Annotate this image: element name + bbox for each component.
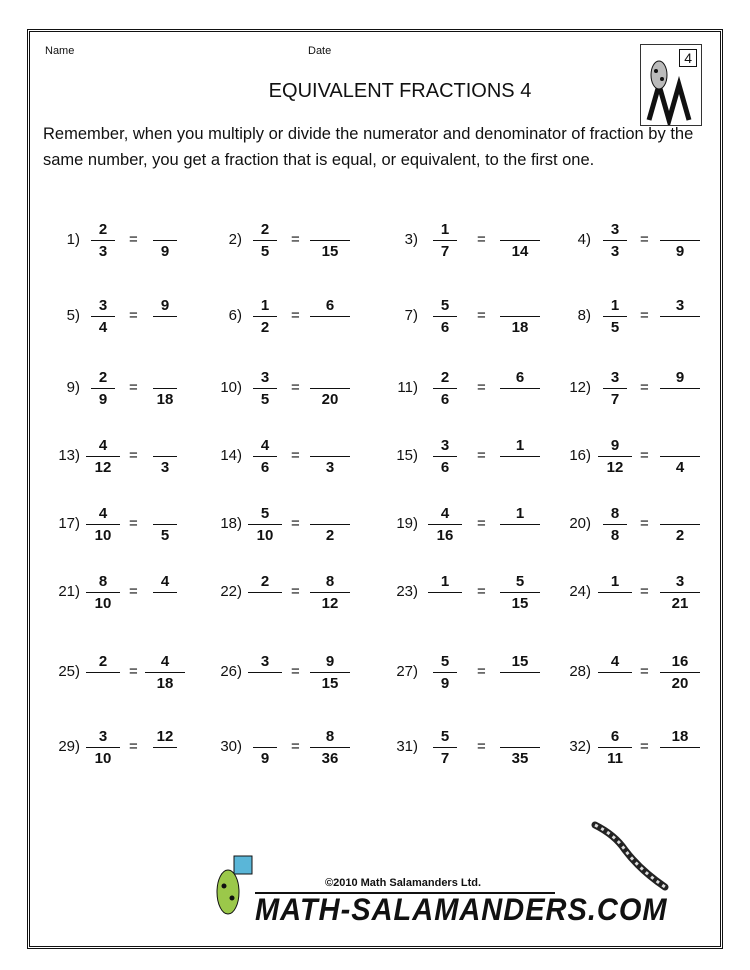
problem-number: 13) [58, 447, 80, 464]
numerator: 3 [260, 369, 270, 386]
equals-sign: = [129, 663, 138, 680]
equals-sign: = [477, 379, 486, 396]
numerator: 3 [440, 437, 450, 454]
equals-sign: = [640, 447, 649, 464]
equivalent-fraction [660, 652, 700, 693]
denominator: 9 [98, 391, 108, 408]
denominator: 9 [260, 750, 270, 767]
denominator: 3 [160, 459, 170, 476]
denominator: 10 [94, 750, 112, 767]
denominator: 8 [610, 527, 620, 544]
equivalent-fraction [153, 368, 177, 409]
numerator: 1 [515, 505, 525, 522]
problem-number: 29) [58, 738, 80, 755]
problem-number: 30) [220, 738, 242, 755]
denominator: 12 [321, 595, 339, 612]
equals-sign: = [477, 231, 486, 248]
numerator: 9 [325, 653, 335, 670]
given-fraction [598, 436, 632, 477]
denominator[interactable] [598, 673, 632, 693]
equals-sign: = [477, 447, 486, 464]
equals-sign: = [477, 515, 486, 532]
given-fraction [248, 504, 282, 545]
denominator: 15 [321, 675, 339, 692]
given-fraction [86, 652, 120, 693]
problem-number: 8) [577, 307, 591, 324]
numerator: 1 [610, 573, 620, 590]
equals-sign: = [129, 307, 138, 324]
denominator: 10 [94, 595, 112, 612]
numerator: 9 [160, 297, 170, 314]
denominator[interactable] [598, 593, 632, 613]
denominator[interactable] [500, 457, 540, 477]
denominator: 18 [511, 319, 529, 336]
denominator: 18 [156, 391, 174, 408]
equivalent-fraction [660, 220, 700, 261]
denominator: 15 [321, 243, 339, 260]
given-fraction [598, 652, 632, 693]
denominator: 3 [98, 243, 108, 260]
given-fraction [598, 727, 632, 768]
numerator[interactable] [310, 368, 350, 388]
problem-number: 4) [577, 231, 591, 248]
numerator: 3 [98, 728, 108, 745]
equals-sign: = [129, 515, 138, 532]
numerator: 5 [440, 728, 450, 745]
numerator: 9 [675, 369, 685, 386]
problem-number: 9) [66, 379, 80, 396]
equals-sign: = [129, 231, 138, 248]
numerator[interactable] [310, 504, 350, 524]
denominator: 12 [94, 459, 112, 476]
salamander-logo [640, 44, 702, 126]
given-fraction [86, 504, 120, 545]
problem-number: 16) [569, 447, 591, 464]
equals-sign: = [477, 738, 486, 755]
denominator[interactable] [153, 317, 177, 337]
problem-number: 31) [396, 738, 418, 755]
numerator: 3 [260, 653, 270, 670]
equivalent-fraction [145, 652, 185, 693]
denominator: 20 [671, 675, 689, 692]
numerator: 18 [671, 728, 689, 745]
numerator: 2 [440, 369, 450, 386]
instructions: Remember, when you multiply or divide the numerator and denominator of fraction by the same number, you get a fraction that is equal, or equivalent, to the first one. [43, 125, 694, 169]
equivalent-fraction [500, 652, 540, 693]
equivalent-fraction [310, 652, 350, 693]
denominator: 7 [440, 243, 450, 260]
numerator: 3 [610, 221, 620, 238]
equals-sign: = [291, 379, 300, 396]
numerator: 3 [98, 297, 108, 314]
equals-sign: = [291, 307, 300, 324]
numerator: 2 [98, 653, 108, 670]
given-fraction [253, 436, 277, 477]
denominator: 10 [256, 527, 274, 544]
problem-number: 3) [404, 231, 418, 248]
numerator: 8 [98, 573, 108, 590]
numerator: 2 [98, 369, 108, 386]
equals-sign: = [640, 583, 649, 600]
numerator[interactable] [660, 436, 700, 456]
numerator[interactable] [660, 220, 700, 240]
problem-number: 24) [569, 583, 591, 600]
denominator: 9 [160, 243, 170, 260]
problem-number: 14) [220, 447, 242, 464]
numerator: 2 [260, 573, 270, 590]
given-fraction [91, 220, 115, 261]
denominator[interactable] [500, 525, 540, 545]
denominator: 5 [160, 527, 170, 544]
denominator: 7 [610, 391, 620, 408]
denominator[interactable] [428, 593, 462, 613]
numerator: 8 [325, 573, 335, 590]
problem-number: 15) [396, 447, 418, 464]
problem-number: 26) [220, 663, 242, 680]
equals-sign: = [291, 583, 300, 600]
denominator: 2 [325, 527, 335, 544]
given-fraction [248, 652, 282, 693]
equals-sign: = [477, 583, 486, 600]
problem-number: 28) [569, 663, 591, 680]
given-fraction [253, 220, 277, 261]
given-fraction [603, 368, 627, 409]
denominator: 3 [325, 459, 335, 476]
equivalent-fraction [153, 572, 177, 613]
numerator: 4 [98, 505, 108, 522]
given-fraction [433, 368, 457, 409]
denominator: 5 [260, 243, 270, 260]
denominator: 11 [607, 750, 623, 767]
date-label: Date [308, 45, 332, 57]
numerator: 2 [260, 221, 270, 238]
denominator: 21 [671, 595, 689, 612]
numerator: 1 [610, 297, 620, 314]
denominator[interactable] [153, 593, 177, 613]
equals-sign: = [640, 231, 649, 248]
equivalent-fraction [500, 727, 540, 768]
denominator: 36 [321, 750, 339, 767]
problem-number: 7) [404, 307, 418, 324]
numerator: 16 [671, 653, 689, 670]
equivalent-fraction [500, 504, 540, 545]
denominator[interactable] [310, 317, 350, 337]
equivalent-fraction [660, 436, 700, 477]
equivalent-fraction [153, 296, 177, 337]
name-label: Name [45, 45, 75, 57]
equivalent-fraction [660, 572, 700, 613]
site-logo-text: MATH-SALAMANDERS.COM [255, 892, 668, 928]
equals-sign: = [640, 738, 649, 755]
denominator: 6 [440, 391, 450, 408]
denominator[interactable] [86, 673, 120, 693]
problem-number: 20) [569, 515, 591, 532]
denominator[interactable] [660, 317, 700, 337]
numerator[interactable] [153, 220, 177, 240]
denominator: 5 [260, 391, 270, 408]
equals-sign: = [477, 307, 486, 324]
numerator: 4 [160, 653, 170, 670]
denominator: 6 [260, 459, 270, 476]
equivalent-fraction [500, 368, 540, 409]
equivalent-fraction [310, 504, 350, 545]
numerator: 4 [160, 573, 170, 590]
problem-number: 19) [396, 515, 418, 532]
equivalent-fraction [500, 436, 540, 477]
denominator: 18 [156, 675, 174, 692]
numerator: 4 [610, 653, 620, 670]
given-fraction [91, 296, 115, 337]
numerator: 5 [440, 653, 450, 670]
denominator: 5 [610, 319, 620, 336]
given-fraction [433, 220, 457, 261]
denominator: 20 [321, 391, 339, 408]
equivalent-fraction [310, 296, 350, 337]
numerator: 1 [440, 221, 450, 238]
problem-number: 18) [220, 515, 242, 532]
equals-sign: = [640, 663, 649, 680]
equivalent-fraction [153, 220, 177, 261]
denominator: 6 [440, 459, 450, 476]
numerator: 2 [98, 221, 108, 238]
numerator: 3 [610, 369, 620, 386]
denominator: 35 [511, 750, 529, 767]
numerator: 3 [675, 297, 685, 314]
numerator[interactable] [253, 727, 277, 747]
salamander-logo-icon [210, 852, 260, 930]
problem-number: 21) [58, 583, 80, 600]
problem-number: 32) [569, 738, 591, 755]
denominator: 4 [675, 459, 685, 476]
numerator[interactable] [310, 436, 350, 456]
numerator: 5 [260, 505, 270, 522]
copyright: ©2010 Math Salamanders Ltd. [325, 877, 482, 889]
given-fraction [253, 296, 277, 337]
equivalent-fraction [153, 504, 177, 545]
given-fraction [91, 368, 115, 409]
equals-sign: = [291, 738, 300, 755]
denominator: 16 [436, 527, 454, 544]
equivalent-fraction [500, 220, 540, 261]
given-fraction [598, 572, 632, 613]
equals-sign: = [640, 515, 649, 532]
denominator: 9 [675, 243, 685, 260]
problem-number: 17) [58, 515, 80, 532]
denominator: 7 [440, 750, 450, 767]
equivalent-fraction [310, 436, 350, 477]
numerator: 4 [260, 437, 270, 454]
problem-number: 1) [66, 231, 80, 248]
denominator: 4 [98, 319, 108, 336]
numerator: 4 [98, 437, 108, 454]
numerator[interactable] [153, 436, 177, 456]
numerator: 8 [610, 505, 620, 522]
numerator[interactable] [310, 220, 350, 240]
numerator: 15 [511, 653, 529, 670]
given-fraction [603, 220, 627, 261]
given-fraction [248, 572, 282, 613]
denominator[interactable] [660, 389, 700, 409]
denominator[interactable] [153, 748, 177, 768]
numerator: 1 [515, 437, 525, 454]
equals-sign: = [640, 379, 649, 396]
denominator: 2 [675, 527, 685, 544]
equals-sign: = [129, 447, 138, 464]
numerator: 8 [325, 728, 335, 745]
denominator: 3 [610, 243, 620, 260]
given-fraction [433, 652, 457, 693]
equivalent-fraction [660, 368, 700, 409]
equivalent-fraction [310, 368, 350, 409]
numerator: 6 [610, 728, 620, 745]
equals-sign: = [291, 663, 300, 680]
given-fraction [603, 504, 627, 545]
worksheet-title: EQUIVALENT FRACTIONS 4 [268, 80, 532, 102]
equals-sign: = [129, 738, 138, 755]
given-fraction [86, 572, 120, 613]
denominator[interactable] [248, 673, 282, 693]
denominator: 14 [511, 243, 529, 260]
equivalent-fraction [310, 572, 350, 613]
equals-sign: = [291, 447, 300, 464]
problem-number: 12) [569, 379, 591, 396]
equals-sign: = [477, 663, 486, 680]
denominator[interactable] [248, 593, 282, 613]
given-fraction [86, 727, 120, 768]
given-fraction [86, 436, 120, 477]
equivalent-fraction [660, 296, 700, 337]
problem-number: 11) [397, 379, 418, 396]
numerator[interactable] [500, 220, 540, 240]
denominator[interactable] [660, 748, 700, 768]
numerator[interactable] [500, 727, 540, 747]
given-fraction [603, 296, 627, 337]
equivalent-fraction [153, 727, 177, 768]
numerator: 3 [675, 573, 685, 590]
numerator: 5 [515, 573, 525, 590]
given-fraction [253, 727, 277, 768]
given-fraction [428, 504, 462, 545]
problem-number: 22) [220, 583, 242, 600]
numerator: 5 [440, 297, 450, 314]
numerator: 6 [515, 369, 525, 386]
numerator: 9 [610, 437, 620, 454]
denominator: 6 [440, 319, 450, 336]
equivalent-fraction [153, 436, 177, 477]
equals-sign: = [291, 515, 300, 532]
salamander-icon [585, 815, 675, 895]
problem-number: 27) [396, 663, 418, 680]
numerator: 1 [440, 573, 450, 590]
given-fraction [253, 368, 277, 409]
problem-number: 25) [58, 663, 80, 680]
equivalent-fraction [310, 727, 350, 768]
numerator[interactable] [153, 368, 177, 388]
problem-number: 6) [228, 307, 242, 324]
equivalent-fraction [660, 727, 700, 768]
denominator[interactable] [500, 673, 540, 693]
problem-number: 2) [228, 231, 242, 248]
denominator[interactable] [500, 389, 540, 409]
given-fraction [428, 572, 462, 613]
equals-sign: = [640, 307, 649, 324]
numerator[interactable] [660, 504, 700, 524]
denominator: 9 [440, 675, 450, 692]
problem-number: 23) [396, 583, 418, 600]
equivalent-fraction [500, 296, 540, 337]
numerator: 4 [440, 505, 450, 522]
given-fraction [433, 727, 457, 768]
numerator[interactable] [500, 296, 540, 316]
numerator: 1 [260, 297, 270, 314]
given-fraction [433, 296, 457, 337]
denominator: 10 [94, 527, 112, 544]
denominator: 15 [511, 595, 529, 612]
denominator: 12 [606, 459, 624, 476]
denominator: 2 [260, 319, 270, 336]
given-fraction [433, 436, 457, 477]
numerator: 6 [325, 297, 335, 314]
equals-sign: = [291, 231, 300, 248]
equivalent-fraction [500, 572, 540, 613]
equivalent-fraction [310, 220, 350, 261]
logo-number: 4 [679, 49, 697, 67]
numerator[interactable] [153, 504, 177, 524]
equals-sign: = [129, 379, 138, 396]
numerator: 12 [156, 728, 174, 745]
problem-number: 10) [220, 379, 242, 396]
equals-sign: = [129, 583, 138, 600]
equivalent-fraction [660, 504, 700, 545]
problem-number: 5) [66, 307, 80, 324]
